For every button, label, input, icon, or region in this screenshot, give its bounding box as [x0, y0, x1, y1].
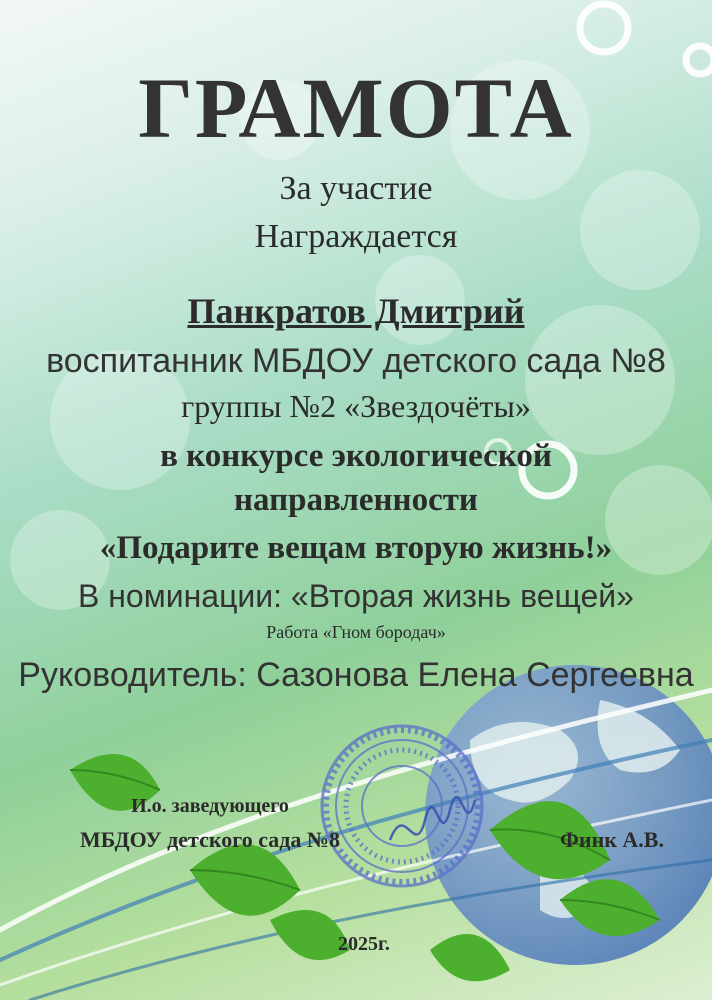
participation-line: За участие — [279, 170, 433, 207]
group-line: группы №2 «Звездочёты» — [181, 388, 531, 424]
signer-name: Финк А.В. — [560, 827, 664, 852]
pupil-line: воспитанник МБДОУ детского сада №8 — [46, 342, 666, 380]
signer-position-line-2: МБДОУ детского сада №8 — [80, 827, 340, 852]
certificate-year: 2025г. — [338, 933, 390, 955]
work-line: Работа «Гном бородач» — [266, 622, 446, 642]
recipient-name: Панкратов Дмитрий — [187, 291, 525, 331]
contest-name: «Подарите вещам вторую жизнь!» — [99, 530, 613, 566]
nomination-line: В номинации: «Вторая жизнь вещей» — [78, 578, 634, 614]
contest-line-1: в конкурсе экологической — [160, 438, 552, 474]
supervisor-line: Руководитель: Сазонова Елена Сергеевна — [18, 656, 694, 694]
signer-position-line-1: И.о. заведующего — [131, 795, 289, 817]
contest-line-2: направленности — [234, 482, 478, 518]
handwritten-signature-icon — [380, 780, 480, 870]
certificate-title: ГРАМОТА — [138, 60, 574, 156]
awarded-line: Награждается — [254, 218, 458, 255]
